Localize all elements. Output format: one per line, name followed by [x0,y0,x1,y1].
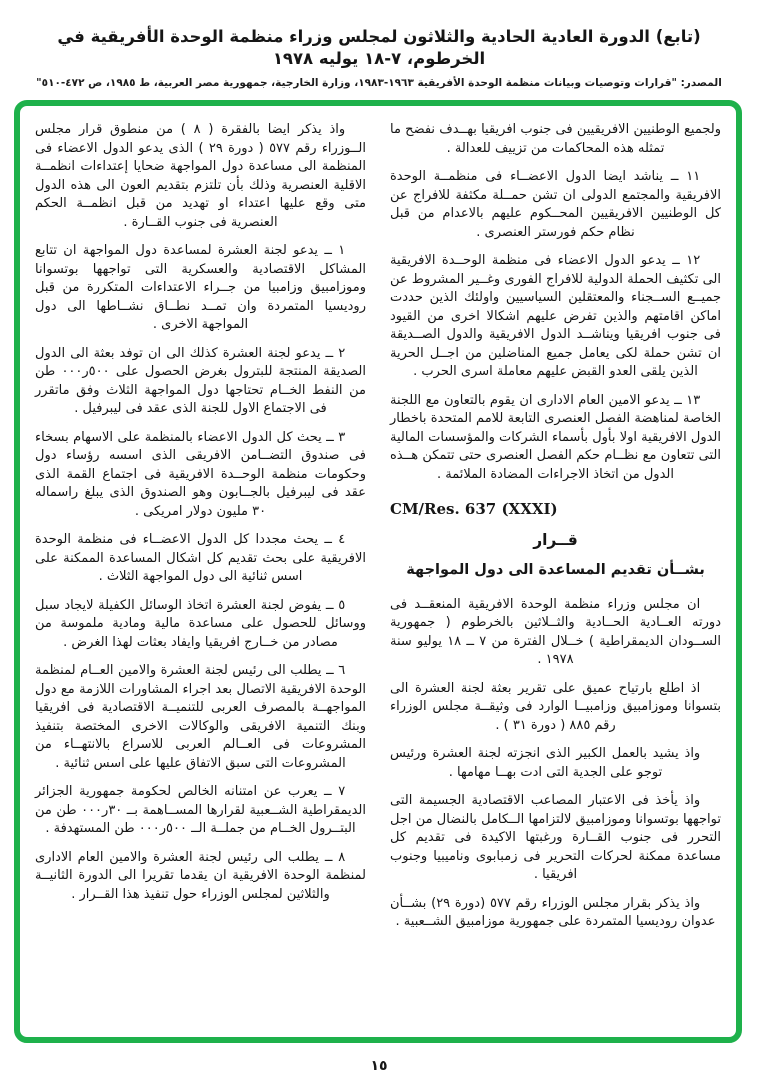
body-paragraph: ١٢ ــ يدعو الدول الاعضاء فى منظمة الوحــدة الافريقية الى تكثيف الحملة الدولية للافراج الفورى وغــير المشروط عن جميــع الســجناء والمعتقلين السياسيين واولئك الذين حددت اماكن اقامتهم والذين تفرض عليهم اشكالا اخرى من القيود فى جنوب افريقيا ويناشــد الدول الافريقية والدول الصــديقة ان تشن حملة لكى يعامل جميع المناضلين من اجــل الحرية الذين يلقى العدو القبض عليهم معاملة اسرى الحرب . [390,253,721,379]
two-column-layout [35,121,721,1029]
body-paragraph: ٥ ــ يفوض لجنة العشرة اتخاذ الوسائل الكفيلة لايجاد سبل ووسائل للحصول على مساعدة مالية ومادية ملموسة من مصادر من خــارج افريقيا وايفاد بعثات لهذا الغرض . [35,597,366,650]
preamble-paragraph: واذ يذكر ايضا بالفقرة ( ٨ ) من منطوق قرار مجلس الــوزراء رقم ٥٧٧ ( دورة ٢٩ ) الذى يدعو الدول الاعضاء فى المنظمة الى مساعدة دول المواجهة ضحايا إعتداءات انظمــة الاقلية العنصرية وذلك بأن تلتزم بتقديم العون الى هذه الدول متى وقع عليها اعتداء او تهديد من قبل انظمــة الحكم العنصرية فى جنوب القــارة . [35,122,367,230]
body-paragraph: ٨ ــ يطلب الى رئيس لجنة العشرة والامين العام الادارى لمنظمة الوحدة الافريقية ان يقدما تقريرا الى الدورة الثانيــة والثلاثين لمجلس الوزراء حول تنفيذ هذا القــرار . [35,849,366,902]
green-border-box [14,100,742,1043]
body-paragraph: ٤ ــ يحث مجددا كل الدول الاعضــاء فى منظمة الوحدة الافريقية على بحث تقديم كل اشكال المساعدة الممكنة على اسس ثنائية الى دول المواجهة الثلاث . [35,532,366,584]
body-paragraph: ٢ ــ يدعو لجنة العشرة كذلك الى ان توفد بعثة الى الدول الصديقة المنتجة للبترول بغرض الحصول على ٥٠٠ر٠٠٠ طن من النفط الخــام تحتاجها دول المواجهة الثلاث وفق ماتقرر فى الاجتماع الاول للجنة الذى عقد فى ليبرفيل . [35,345,366,416]
preamble-paragraph: اذ اطلع بارتياح عميق على تقرير بعثة لجنة العشرة الى بتسوانا وموزامبيق وزامبيــا الوارد فى وثيقــة مجلس الوزراء رقم ٨٨٥ ( دورة ٣١ ) . [390,680,721,733]
source-note: المصدر: "قرارات وتوصيات وبيانات منظمة الوحدة الأفريقية ١٩٦٣-١٩٨٣، وزارة الخارجية، جمهورية مصر العربية، ط ١٩٨٥، ص ٤٧٢-٥١٠" [36,77,722,89]
column-right [390,121,721,1029]
page-number: ١٥ [370,1058,388,1074]
resolution-heading: قــرار [533,530,578,549]
body-paragraph: ١٣ ــ يدعو الامين العام الادارى ان يقوم بالتعاون مع اللجنة الخاصة لمناهضة الفصل العنصرى التابعة للامم المتحدة باخطار الدول الافريقية اولا بأول بأسماء الشركات والمؤسسات المالية التى تتعاون مع نظــام حكم الفصل العنصرى حتى تتمكن هــذه الدول من اتخاذ الاجراءات المضادة الملائمة . [390,392,721,482]
page-header [0,0,758,89]
body-paragraph: ولجميع الوطنيين الافريقيين فى جنوب افريقيا بهــدف نفضح ما تمثله هذه المحاكمات من تزييف للعدالة . [390,122,721,156]
body-paragraph: ١ ــ يدعو لجنة العشرة لمساعدة دول المواجهة ان تتابع المشاكل الاقتصادية والعسكرية التى تواجهها بوتسوانا وموزامبيق وزامبيا من جــراء الاعتداءات المتكررة من قبل روديسيا المتمردة وان تمــد نطــاق نشــاطها الى دول المواجهة الاخرى . [35,243,366,332]
preamble-paragraph: واذ يشيد بالعمل الكبير الذى انجزته لجنة العشرة ورئيس توجو على الجدية التى ادت بهــا مهامها . [390,746,701,780]
page-title: (تابع) الدورة العادية الحادية والثلاثون لمجلس وزراء منظمة الوحدة الأفريقية في الخرطوم، ٧-١٨ يوليه ١٩٧٨ [57,27,701,68]
preamble-paragraph: واذ يذكر بقرار مجلس الوزراء رقم ٥٧٧ (دورة ٢٩) بشــأن عدوان روديسيا المتمردة على جمهورية موزامبيق الشــعبية . [390,895,716,929]
body-paragraph: ٣ ــ يحث كل الدول الاعضاء بالمنظمة على الاسهام بسخاء فى صندوق التضــامن الافريقى الذى اسسه رؤساء دول وحكومات منظمة الوحــدة الافريقية فى اجتماع القمة الذى عقد فى ليبرفيل بالجــابون وهو الصندوق الذى يبلغ راسماله ٣٠ مليون دولار امريكى . [35,429,366,519]
resolution-subject: بشــأن تقديم المساعدة الى دول المواجهة [406,562,705,578]
body-paragraph: ٧ ــ يعرب عن امتنانه الخالص لحكومة جمهورية الجزائر الديمقراطية الشــعبية لقرارها المســاهمة بــ ٣٠ر٠٠٠ طن من البتــرول الخــام من جملــة الــ ٥٠٠ر٠٠٠ طن المستهدفة . [35,784,367,836]
body-paragraph: ١١ ــ يناشد ايضا الدول الاعضــاء فى منظمــة الوحدة الافريقية والمجتمع الدولى ان تشن حمــلة مكثفة للافراج عن كل الوطنيين الافريقيين المحــكوم عليهم بالاعدام من قبل نظام حكم فورستر العنصرى . [390,169,721,240]
preamble-paragraph: واذ يأخذ فى الاعتبار المصاعب الاقتصادية الجسيمة التى تواجهها بوتسوانا وموزامبيق لالتزامها الــكامل بالنضال من اجل التحرر فى جنوب القــارة ورغبتها الاكيدة فى تقديم كل مساعدة ممكنة لحركات التحرير فى زمبابوى وناميبيا وجنوب افريقيا . [390,793,721,882]
preamble-paragraph: ان مجلس وزراء منظمة الوحدة الافريقية المنعقــد فى دورته العــادية الحــادية والثــلاثين بالخرطوم ( جمهورية الســودان الديمقراطية ) خــلال الفترة من ٧ ــ ١٨ يوليو سنة ١٩٧٨ . [390,596,722,667]
resolution-code: CM/Res. 637 (XXXI) [390,500,558,518]
body-paragraph: ٦ ــ يطلب الى رئيس لجنة العشرة والامين العــام لمنظمة الوحدة الافريقية الاتصال بعد اجراء المشاورات اللازمة مع دول المواجهــة بالمصرف العربى للتنميــة الاقتصادية فى افريقيا وبنك التنمية الافريقى والوكالات الاخرى المختصة بتنفيذ المشروعات فى العــالم العربى للاسراع بالانتهــاء من المشروعات التى سبق الاتفاق عليها على اسس ثنائية . [35,663,366,771]
column-left [35,121,366,1029]
